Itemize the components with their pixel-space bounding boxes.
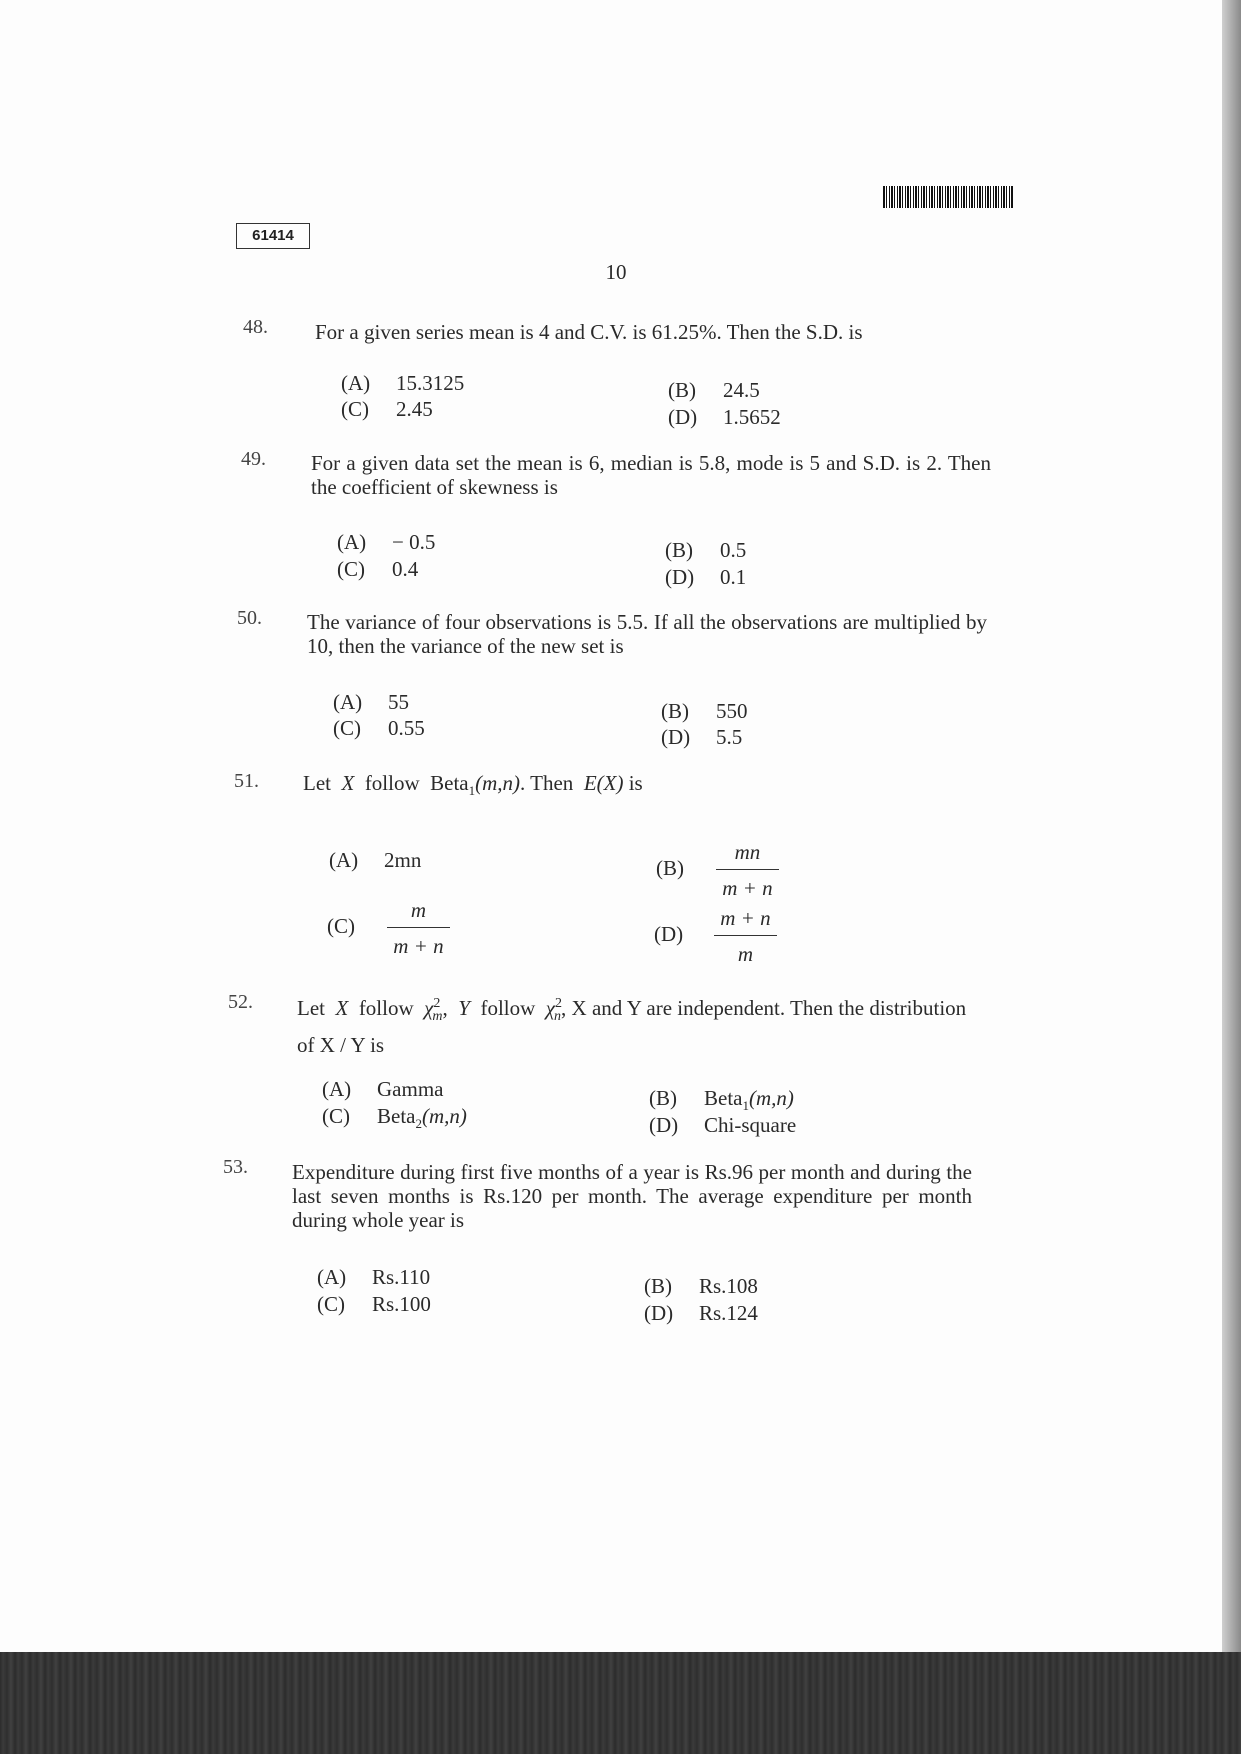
q48-option-d: (D) 1.5652 <box>668 405 781 429</box>
q53-option-b: (B) Rs.108 <box>644 1274 758 1298</box>
q53-option-c: (C) Rs.100 <box>317 1292 431 1316</box>
q50-option-c: (C) 0.55 <box>333 716 425 740</box>
question-text-53: Expenditure during first five months of a year is Rs.96 per month and during the last seven months is Rs.120 per month. The average expenditure per month during whole year is <box>292 1160 972 1232</box>
q48-option-c: (C) 2.45 <box>341 397 433 421</box>
question-text-51: Let X follow Beta$_1$(m,n). Then E(X) is <box>303 771 643 799</box>
question-number-52: 52. <box>228 991 253 1013</box>
scan-edge-bottom <box>0 1652 1241 1754</box>
question-number-50: 50. <box>237 607 262 629</box>
q50-option-d: (D) 5.5 <box>661 725 743 749</box>
page-number: 10 <box>605 260 627 284</box>
fraction: $\frac{mn}{m + n}$ <box>716 840 778 901</box>
q50-option-a: (A) 55 <box>333 690 409 714</box>
q52-option-b: (B) Beta$_1$(m,n) <box>649 1086 794 1114</box>
scan-edge-right <box>1222 0 1241 1652</box>
question-text-48: For a given series mean is 4 and C.V. is 61.25%. Then the S.D. is <box>315 320 863 344</box>
fraction: $\frac{m}{m + n}$ <box>387 898 449 959</box>
paper-code-box: 61414 <box>236 223 310 249</box>
question-number-51: 51. <box>234 770 259 792</box>
question-number-53: 53. <box>223 1156 248 1178</box>
q48-option-b: (B) 24.5 <box>668 378 760 402</box>
q51-option-d: (D) $\frac{m + n}{m}$ <box>654 906 777 967</box>
q49-option-a: (A) − 0.5 <box>337 530 436 554</box>
q51-option-c: (C) $\frac{m}{m + n}$ <box>327 898 450 959</box>
question-number-49: 49. <box>241 448 266 470</box>
question-text-50: The variance of four observations is 5.5. If all the observations are multiplied by 10, then the variance of the new set is <box>307 610 987 658</box>
q51-option-a: (A) 2mn <box>329 848 422 872</box>
q49-option-b: (B) 0.5 <box>665 538 747 562</box>
question-text-52: Let X follow $\chi^2_m$, Y follow $\chi^2_n$, X and Y are independent. Then the distribution of X / Y is <box>297 996 967 1058</box>
question-text-49: For a given data set the mean is 6, median is 5.8, mode is 5 and S.D. is 2. Then the coefficient of skewness is <box>311 451 991 499</box>
question-number-48: 48. <box>243 316 268 338</box>
q48-option-a: (A) 15.3125 <box>341 371 465 395</box>
q50-option-b: (B) 550 <box>661 699 748 723</box>
q49-option-c: (C) 0.4 <box>337 557 419 581</box>
q53-option-a: (A) Rs.110 <box>317 1265 431 1289</box>
q52-option-a: (A) Gamma <box>322 1077 444 1101</box>
q52-option-d: (D) Chi-square <box>649 1113 797 1137</box>
barcode-image <box>883 186 1013 208</box>
q53-option-d: (D) Rs.124 <box>644 1301 758 1325</box>
fraction: $\frac{m + n}{m}$ <box>714 906 776 967</box>
q49-option-d: (D) 0.1 <box>665 565 747 589</box>
q51-option-b: (B) $\frac{mn}{m + n}$ <box>656 840 779 901</box>
q52-option-c: (C) Beta$_2$(m,n) <box>322 1104 467 1132</box>
